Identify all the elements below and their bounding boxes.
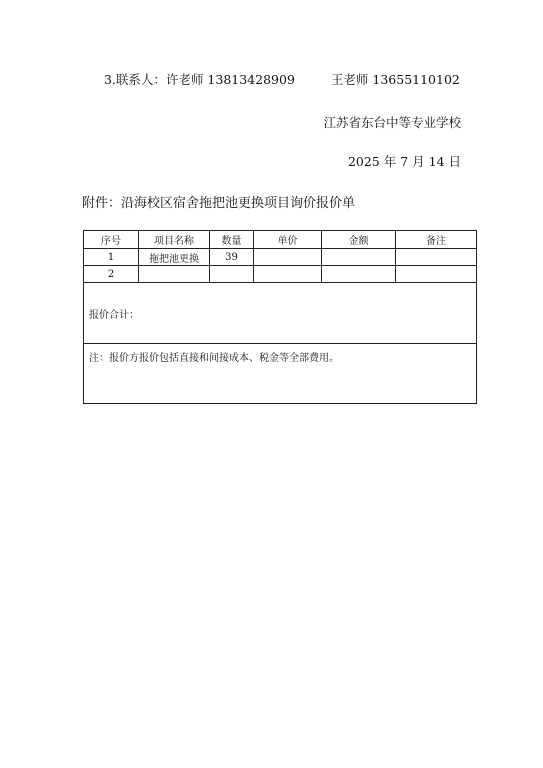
document-date: 2025 年 7 月 14 日 [347,154,461,169]
cell-remarks [396,249,477,266]
cell-remarks [396,266,477,283]
cell-quantity: 39 [210,249,254,266]
total-label: 报价合计： [84,283,477,344]
note-text: 注：报价方报价包括直接和间接成本、税金等全部费用。 [84,344,477,404]
cell-unit-price [254,266,322,283]
cell-item-name: 拖把池更换 [139,249,210,266]
cell-unit-price [254,249,322,266]
header-cell-unit-price: 单价 [254,231,322,249]
header-cell-item-name: 项目名称 [139,231,210,249]
cell-serial: 1 [84,249,139,266]
cell-item-name [139,266,210,283]
table-row [84,266,477,283]
contact-person-1: 许老师 13813428909 [165,72,295,87]
header-cell-serial: 序号 [84,231,139,249]
school-name: 江苏省东台中等专业学校 [323,115,461,130]
table-row [84,249,477,266]
contact-prefix: 3.联系人： [104,72,166,87]
cell-serial: 2 [84,266,139,283]
header-cell-remarks: 备注 [396,231,477,249]
note-row [84,344,477,404]
cell-amount [322,266,396,283]
cell-amount [322,249,396,266]
cell-quantity [210,266,254,283]
quotation-table [83,230,477,404]
header-cell-quantity: 数量 [210,231,254,249]
attachment-title: 附件：沿海校区宿舍拖把池更换项目询价报价单 [82,196,356,211]
contact-person-2: 王老师 13655110102 [330,72,460,87]
header-cell-amount: 金额 [322,231,396,249]
total-row [84,283,477,344]
contact-line [104,72,460,88]
table-header-row [84,231,477,249]
